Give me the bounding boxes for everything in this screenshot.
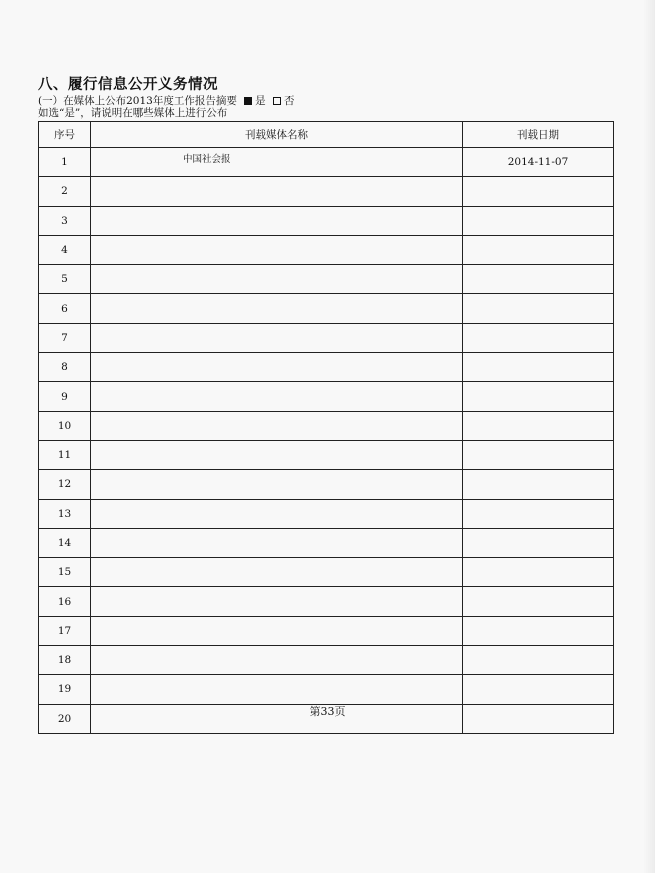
row-number: 16 — [39, 587, 91, 616]
row-number: 19 — [39, 675, 91, 704]
table-row — [39, 235, 614, 264]
date-cell[interactable] — [463, 558, 614, 587]
media-name-cell[interactable] — [91, 206, 463, 235]
date-cell[interactable] — [463, 499, 614, 528]
table-row — [39, 148, 614, 177]
media-name-cell[interactable] — [91, 528, 463, 557]
date-cell[interactable] — [463, 294, 614, 323]
date-cell[interactable] — [463, 177, 614, 206]
media-table — [38, 121, 614, 734]
row-number: 11 — [39, 440, 91, 469]
media-name-cell[interactable] — [91, 646, 463, 675]
row-number: 4 — [39, 235, 91, 264]
media-name-cell[interactable] — [91, 587, 463, 616]
date-cell[interactable] — [463, 235, 614, 264]
table-row — [39, 206, 614, 235]
date-cell[interactable] — [463, 206, 614, 235]
row-number: 8 — [39, 353, 91, 382]
table-row — [39, 323, 614, 352]
media-name-cell[interactable] — [91, 382, 463, 411]
row-number: 17 — [39, 616, 91, 645]
table-row — [39, 411, 614, 440]
table-row — [39, 294, 614, 323]
table-header-row — [39, 122, 614, 148]
table-row — [39, 558, 614, 587]
row-number: 7 — [39, 323, 91, 352]
table-row — [39, 675, 614, 704]
date-cell[interactable] — [463, 411, 614, 440]
media-name-cell[interactable] — [91, 294, 463, 323]
page-number: 第33页 — [309, 705, 346, 718]
table-row — [39, 616, 614, 645]
table-row — [39, 587, 614, 616]
row-number: 20 — [39, 704, 91, 733]
table-row — [39, 177, 614, 206]
disclosure-instruction: 如选“是”，请说明在哪些媒体上进行公布 — [38, 107, 228, 119]
row-number: 3 — [39, 206, 91, 235]
media-name-cell[interactable] — [91, 470, 463, 499]
date-cell[interactable] — [463, 528, 614, 557]
row-number: 13 — [39, 499, 91, 528]
media-name-cell[interactable]: 中国社会报 — [91, 148, 463, 177]
table-row — [39, 382, 614, 411]
yes-label: 是 — [255, 95, 266, 107]
yes-checkbox-checked-icon[interactable] — [244, 97, 252, 105]
table-row — [39, 440, 614, 469]
date-cell[interactable] — [463, 646, 614, 675]
header-date: 刊载日期 — [463, 122, 614, 148]
table-row — [39, 470, 614, 499]
media-name-cell[interactable] — [91, 323, 463, 352]
row-number: 15 — [39, 558, 91, 587]
date-cell[interactable] — [463, 382, 614, 411]
header-number: 序号 — [39, 122, 91, 148]
media-name-cell[interactable] — [91, 177, 463, 206]
table-row — [39, 499, 614, 528]
date-cell[interactable] — [463, 353, 614, 382]
row-number: 9 — [39, 382, 91, 411]
media-name-cell[interactable] — [91, 440, 463, 469]
disclosure-question-text: (一）在媒体上公布2013年度工作报告摘要 — [38, 95, 237, 107]
row-number: 6 — [39, 294, 91, 323]
date-cell[interactable] — [463, 470, 614, 499]
media-name-cell[interactable] — [91, 265, 463, 294]
media-name-cell[interactable] — [91, 558, 463, 587]
date-cell[interactable] — [463, 587, 614, 616]
header-media-name: 刊载媒体名称 — [91, 122, 463, 148]
media-name-cell[interactable] — [91, 411, 463, 440]
table-row — [39, 265, 614, 294]
date-cell[interactable] — [463, 675, 614, 704]
date-cell[interactable] — [463, 323, 614, 352]
date-cell[interactable] — [463, 616, 614, 645]
media-name-cell[interactable] — [91, 235, 463, 264]
table-row — [39, 528, 614, 557]
no-checkbox-icon[interactable] — [273, 97, 281, 105]
row-number: 14 — [39, 528, 91, 557]
media-name-cell[interactable] — [91, 499, 463, 528]
media-name-cell[interactable] — [91, 353, 463, 382]
media-name-cell[interactable] — [91, 616, 463, 645]
row-number: 2 — [39, 177, 91, 206]
row-number: 10 — [39, 411, 91, 440]
row-number: 1 — [39, 148, 91, 177]
table-row — [39, 353, 614, 382]
section-title: 八、履行信息公开义务情况 — [38, 76, 218, 93]
table-body — [39, 148, 614, 734]
media-name-cell[interactable] — [91, 675, 463, 704]
date-cell[interactable] — [463, 265, 614, 294]
page-edge-shadow — [643, 0, 655, 873]
date-cell[interactable] — [463, 440, 614, 469]
row-number: 18 — [39, 646, 91, 675]
no-label: 否 — [284, 95, 295, 107]
row-number: 5 — [39, 265, 91, 294]
date-cell[interactable]: 2014-11-07 — [463, 148, 614, 177]
row-number: 12 — [39, 470, 91, 499]
table-row — [39, 646, 614, 675]
